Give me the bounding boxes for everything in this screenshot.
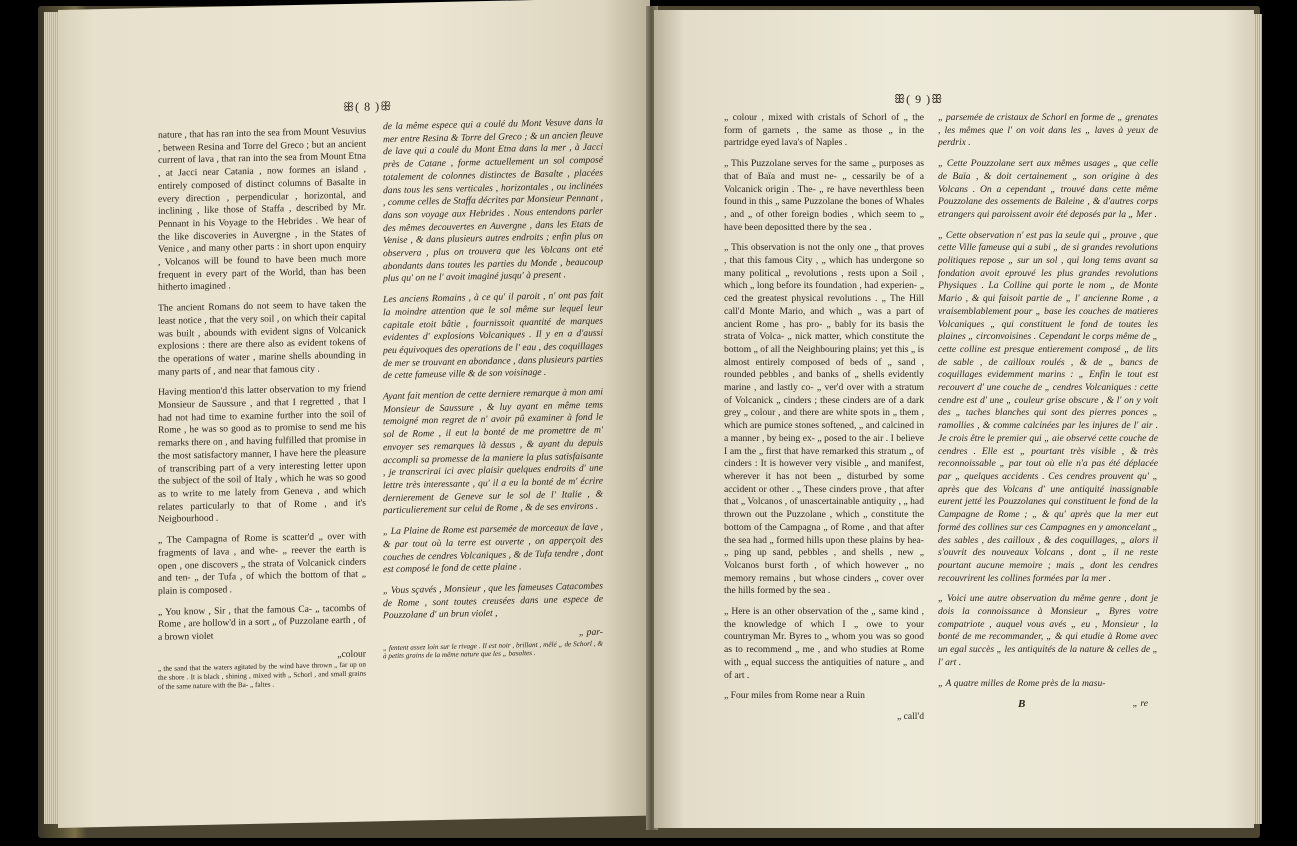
paragraph: Having mention'd this latter observation to my friend Monsieur de Saussure , and that I regretted , that I had not had time to examine further into the soil of Rome , he was so good as to promise to send me his remarks there on , and having fulfilled that promise in the most satisfactory manner, I have here the pleasure of transcribing part of a very interesting letter upon the subject of the soil of Italy , which he was so good as to write to me lately from Geneva , and which relates particularly to that of Rome , and it's Neigbourhood . xyxy=(158,382,366,526)
paragraph: „ This observation is not the only one „ that proves , that this famous City , „ which has undergone so many political „ revolutions , rests upon a Soil , which „ long before its foundation , had experien- „ ced the greatest physical revolutions . „ The Hill call'd Monte Mario, and which „ was a part of ancient Rome , has pro- „ bably for its basis the strata of Volca- „ nick matter, which constitute the bottom „ of all the Neighbouring plains; yet this „ is almost entirely composed of beds of „ sand , rounded pebbles , and banks of „ shells evidently marine , and lastly co- „ ver'd over with a stratum of Volcanick „ cinders ; these cinders are of a dark grey „ colour , and there are white spots in „ them , which are pumice stones softened, „ and calcined in a manner , by being ex- „ posed to the air . I believe I am the „ first that have remarked this stratum „ of cinders : It is however very visible „ and manifest, wherever it has not been „ disturbed by some accident or other . „ These cinders prove , that after that „ Volcanos , of unascertainable antiquity , „ had thrown out the Puzzolane , which „ constitute the bottom of the Campagna „ of Rome , and that after the sea had „ formed hills upon these plains by hea- „ ping up sand, pebbles , and shells , new „ Volcanos burst forth , of which however „ no memory remains , but whose cinders „ cover over the hills formed by the sea . xyxy=(724,242,924,597)
catchword: „ call'd xyxy=(896,710,924,722)
paragraph: Les anciens Romains , à ce qu' il paroit , n' ont pas fait la moindre attention que le sol même sur lequel leur capitale etoit bâtie , fournissoit quantité de marques evidentes d' explosions Volcaniques . Il y en a d'aussi peu équivoques des operations de l' eau , des coquillages de mer se trouvant en abondance , dans plusieurs parties de cette fameuse ville & de son voisinage . xyxy=(383,289,603,382)
signature-mark: B xyxy=(1018,698,1026,711)
paragraph: „ Cette observation n' est pas la seule qui „ prouve , que cette Ville fameuse qui a subi „ de si grandes revolutions politiques repose „ sur un sol , qui long tems avant sa fondation avoit eprouvé les plus grandes revolutions Physiques . La Colline qui porte le nom „ de Monte Mario , & qui faisoit partie de „ l' ancienne Rome , a vraisemblablement pour „ base les couches de matieres Volcaniques „ qui constituent le fond de toutes les plaines „ circonvoisines . Cependant le corps même de „ cette colline est presque entierement composé „ de lits de sable , de cailloux roulés , & de „ bancs de coquillages evidemment marins : „ Enfin le tout est recouvert d' une couche de „ cendres Volcaniques : cette cendre est d' une „ couleur grise obscure , & l' on y voit des „ taches blanches qui sont des pierres ponces „ ramollies , & comme calcinées par les injures de l' air . Je crois être le premier qui „ aie observé cette couche de cendres . Elle est „ pourtant très visible , & très reconnoissable „ par tout où elle n'a pas été déplacée par „ quelques accidents . Ces cendres prouvent qu' „ après que des Volcans d' une antiquité inassignable eurent jetté les Pouzzolanes qui constituent le fond de la Campagne de Rome ; „ & qu' après que la mer eut formé des collines sur ces Campagnes en y amoncelant „ des sables , des cailloux , & des coquillages, „ alors il s'ouvrit des nouveaux Volcans , dont „ il ne reste pourtant aucune memoire ; mais „ dont les cendres recouvrirent les collines formées par la mer . xyxy=(938,229,1158,584)
paragraph: „ La Plaine de Rome est parsemée de morceaux de lave , & par tout où la terre est ouverte , on apperçoit des couches de cendres Volcaniques , & de Tufa tendre , dont est composé le fond de cette plaine . xyxy=(383,521,603,576)
paragraph: „ colour , mixed with cristals of Schorl of „ the form of garnets , the same as those „ in the partridge eyed lava's of Naples . xyxy=(724,112,924,149)
paragraph: „ Vous sçavés , Monsieur , que les fameuses Catacombes de Rome , sont toutes creusées dans une espece de Pouzzolane d' un brun violet , xyxy=(383,580,603,622)
right-english-column xyxy=(724,112,924,724)
page-number-8: ꕥ( 8 )ꕥ xyxy=(343,98,393,115)
paragraph: „ parsemée de cristaux de Schorl en forme de „ grenates , les mêmes que l' on voit dans les „ laves à yeux de perdrix . xyxy=(938,112,1158,149)
footnote: „ the sand that the waters agitated by the wind have thrown „ far up on the shore . It is black , shining , mixed with „ Schorl , and small grains of the same nature with the Ba- „ faltes . xyxy=(158,660,366,691)
left-french-column xyxy=(383,117,603,662)
catchword: „colour xyxy=(337,648,366,660)
paragraph: nature , that has ran into the sea from Mount Vesuvius , between Resina and Torre del Greco ; but an ancient current of lava , that ran into the sea from Mount Etna , at Jacci near Catania , now formes an island , entirely composed of distinct columns of Basalte in every direction , perpendicular , horizontal, and inclining , like those of Staffa , described by Mr. Pennant in his Voyage to the Hebrides . We hear of the like discoveries in Auvergne , in the States of Venice , and many other parts : in short upon enquiry , Volcanos will be found to have been much more frequent in every part of the World, than has been hitherto imagined . xyxy=(158,125,366,294)
paragraph: The ancient Romans do not seem to have taken the least notice , that the very soil , on which their capital was built , abounds with evident signs of Volcanick explosions : there are there also as evident tokens of the operations of water , marine shells abounding in many parts of , and near that famous city . xyxy=(158,298,366,378)
left-page xyxy=(58,0,650,828)
paragraph: „ Here is an other observation of the „ same kind , the knowledge of which I „ owe to your countryman Mr. Byres to „ whom you was so good as to recommend „ me , and who studies at Rome with „ equal success the antiquities of nature „ and of art . xyxy=(724,606,924,681)
paragraph: „ Cette Pouzzolane sert aux mêmes usages „ que celle de Baïa , & doit certainement „ son origine à des Volcans . On a cependant „ trouvé dans cette même Pouzzolane des ossements de Baleine , & d'autres corps etrangers qui paroissent avoir été deposés par la „ Mer . xyxy=(938,158,1158,220)
paragraph: „ You know , Sir , that the famous Ca- „ tacombs of Rome , are hollow'd in a sort „ of Puzzolane earth , of a brown violet xyxy=(158,602,366,643)
paragraph: „ The Campagna of Rome is scatter'd „ over with fragments of lava , and whe- „ reever the earth is open , one discovers „ the strata of Volcanick cinders and ten- „ der Tufa , of which the bottom of that „ plain is composed . xyxy=(158,530,366,597)
catchword: „ par- xyxy=(578,626,603,639)
paragraph: „ Voici une autre observation du même genre , dont je dois la connoissance à Monsieur „ Byres votre compatriote , auquel vous avés „ eu , Monsieur , la bonté de me recommander, „ & qui etudie à Rome avec un egal succès „ les antiquités de la nature & celles de „ l' art . xyxy=(938,593,1158,668)
paragraph: de la même espece qui a coulé du Mont Vesuve dans la mer entre Resina & Torre del Greco ; & un ancien fleuve de lave qui a coulé du Mont Etna dans la mer , à Jacci près de Catane , forme actuellement un sol composé totalement de colonnes distinctes de Basalte , placées dans tous les sens verticales , horizontales , ou inclinées , comme celles de Staffa décrites par Monsieur Pennant , dans son voyage aux Hebrides . Nous entendons parler des mêmes decouvertes en Auvergne , dans les Etats de Venise , & dans plusieurs autres endroits ; enfin plus on observera , plus on trouvera que les Volcans ont eté abondants dans toutes les parties du Monde , beaucoup plus qu' on ne l' avoit imaginé jusqu' à present . xyxy=(383,116,603,285)
paragraph: „ A quatre milles de Rome près de la masu- xyxy=(938,677,1106,689)
paragraph: „ This Puzzolane serves for the same „ purposes as that of Baïa and must ne- „ cessarily be of a Volcanick origin . The- „ re have neverthless been found in this „ same Puzzolane the bones of Whales , and „ of other foreign bodies , which seem to „ have been depositted there by the sea . xyxy=(724,158,924,233)
right-french-column xyxy=(938,112,1158,711)
footnote: „ fentent assez loin sur le rivage . Il est noir , brillant , mêlé „ de Schorl , & à petits grains de la même nature que les „ basaltes . xyxy=(383,639,603,661)
right-page xyxy=(654,10,1254,828)
left-english-column xyxy=(158,126,366,692)
catchword: „ re xyxy=(1132,698,1148,710)
paragraph: „ Four miles from Rome near a Ruin xyxy=(724,690,865,702)
page-number-9: ꕥ( 9 )ꕥ xyxy=(894,92,944,106)
paragraph: Ayant fait mention de cette derniere remarque à mon ami Monsieur de Saussure , & luy ayant en même tems temoigné mon regret de n' avoir pû examiner à fond le sol de Rome , il eut la bonté de me promettre de m' envoyer ses remarques là dessus , & ayant du depuis accompli sa promesse de la maniere la plus satisfaisante , je transcrirai ici avec plaisir quelques endroits d' une lettre très interessante , qu' il a eu la bonté de m' écrire dernierement de Geneve sur le sol de l' Italie , & particulierement sur celui de Rome , & de ses environs . xyxy=(383,386,603,517)
